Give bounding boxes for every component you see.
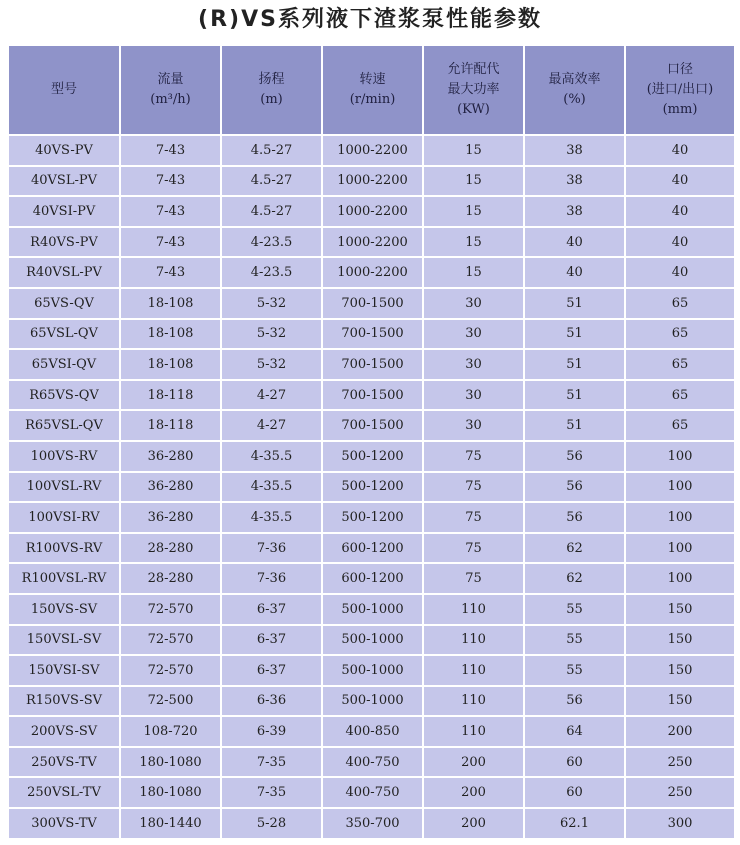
cell-head: 6-37 xyxy=(222,656,323,687)
header-max-power-line: (KW) xyxy=(457,102,490,117)
cell-flow: 72-570 xyxy=(121,656,222,687)
cell-flow: 18-108 xyxy=(121,350,222,381)
cell-max-efficiency: 38 xyxy=(525,167,626,198)
header-diameter-line: 口径 xyxy=(666,62,693,77)
cell-head: 4-27 xyxy=(222,411,323,442)
cell-max-power: 30 xyxy=(424,411,525,442)
cell-max-efficiency: 38 xyxy=(525,136,626,167)
cell-diameter: 250 xyxy=(626,748,734,779)
cell-max-efficiency: 60 xyxy=(525,778,626,809)
cell-flow: 36-280 xyxy=(121,503,222,534)
cell-model: 150VS-SV xyxy=(9,595,121,626)
table-row xyxy=(9,687,734,718)
cell-max-power: 30 xyxy=(424,320,525,351)
cell-speed: 1000-2200 xyxy=(323,136,424,167)
cell-max-power: 30 xyxy=(424,289,525,320)
header-flow-line: (m³/h) xyxy=(150,92,191,107)
cell-max-efficiency: 55 xyxy=(525,595,626,626)
header-head xyxy=(222,46,323,136)
cell-model: 40VSL-PV xyxy=(9,167,121,198)
cell-model: 40VS-PV xyxy=(9,136,121,167)
cell-max-efficiency: 55 xyxy=(525,626,626,657)
cell-diameter: 65 xyxy=(626,289,734,320)
cell-head: 4-23.5 xyxy=(222,228,323,259)
cell-max-efficiency: 51 xyxy=(525,320,626,351)
table-row xyxy=(9,503,734,534)
table-row xyxy=(9,136,734,167)
cell-max-power: 110 xyxy=(424,595,525,626)
cell-speed: 600-1200 xyxy=(323,534,424,565)
header-flow-line: 流量 xyxy=(157,72,184,87)
table-row xyxy=(9,626,734,657)
table-row xyxy=(9,595,734,626)
cell-max-power: 15 xyxy=(424,258,525,289)
cell-model: 100VSI-RV xyxy=(9,503,121,534)
cell-flow: 28-280 xyxy=(121,534,222,565)
cell-flow: 18-108 xyxy=(121,289,222,320)
cell-speed: 600-1200 xyxy=(323,564,424,595)
cell-max-power: 110 xyxy=(424,626,525,657)
cell-diameter: 100 xyxy=(626,503,734,534)
cell-diameter: 65 xyxy=(626,350,734,381)
cell-diameter: 150 xyxy=(626,595,734,626)
cell-max-power: 200 xyxy=(424,809,525,840)
cell-flow: 180-1080 xyxy=(121,748,222,779)
table-row xyxy=(9,350,734,381)
table-row xyxy=(9,228,734,259)
cell-max-power: 200 xyxy=(424,778,525,809)
header-diameter-line: (mm) xyxy=(662,102,698,117)
cell-model: R100VS-RV xyxy=(9,534,121,565)
table-row xyxy=(9,289,734,320)
cell-speed: 700-1500 xyxy=(323,381,424,412)
cell-diameter: 150 xyxy=(626,687,734,718)
cell-speed: 500-1000 xyxy=(323,656,424,687)
cell-flow: 72-570 xyxy=(121,626,222,657)
cell-flow: 28-280 xyxy=(121,564,222,595)
cell-model: 65VSL-QV xyxy=(9,320,121,351)
table-row xyxy=(9,197,734,228)
cell-speed: 350-700 xyxy=(323,809,424,840)
header-flow xyxy=(121,46,222,136)
cell-speed: 1000-2200 xyxy=(323,258,424,289)
header-diameter-line: (进口/出口) xyxy=(646,82,714,97)
cell-max-power: 75 xyxy=(424,534,525,565)
cell-model: R100VSL-RV xyxy=(9,564,121,595)
cell-max-power: 30 xyxy=(424,381,525,412)
cell-flow: 7-43 xyxy=(121,197,222,228)
header-head-line: 扬程 xyxy=(258,72,285,87)
cell-max-efficiency: 56 xyxy=(525,442,626,473)
cell-head: 6-36 xyxy=(222,687,323,718)
cell-flow: 36-280 xyxy=(121,442,222,473)
cell-model: R40VSL-PV xyxy=(9,258,121,289)
cell-head: 4-23.5 xyxy=(222,258,323,289)
cell-diameter: 40 xyxy=(626,167,734,198)
cell-max-power: 200 xyxy=(424,748,525,779)
cell-diameter: 250 xyxy=(626,778,734,809)
cell-speed: 500-1200 xyxy=(323,473,424,504)
cell-speed: 500-1200 xyxy=(323,442,424,473)
cell-model: 150VSI-SV xyxy=(9,656,121,687)
cell-head: 4-35.5 xyxy=(222,473,323,504)
cell-head: 5-32 xyxy=(222,320,323,351)
cell-max-power: 15 xyxy=(424,228,525,259)
table-row xyxy=(9,717,734,748)
cell-max-efficiency: 56 xyxy=(525,503,626,534)
cell-head: 5-32 xyxy=(222,289,323,320)
cell-flow: 72-500 xyxy=(121,687,222,718)
cell-max-efficiency: 51 xyxy=(525,289,626,320)
table-body xyxy=(9,136,734,840)
cell-max-power: 15 xyxy=(424,197,525,228)
cell-max-power: 110 xyxy=(424,687,525,718)
table-row xyxy=(9,258,734,289)
table-row xyxy=(9,656,734,687)
cell-speed: 1000-2200 xyxy=(323,167,424,198)
cell-model: R150VS-SV xyxy=(9,687,121,718)
cell-speed: 400-750 xyxy=(323,778,424,809)
cell-max-power: 75 xyxy=(424,564,525,595)
header-max-power xyxy=(424,46,525,136)
header-max-efficiency-line: (%) xyxy=(563,92,586,107)
cell-flow: 18-118 xyxy=(121,381,222,412)
cell-max-power: 75 xyxy=(424,473,525,504)
cell-flow: 108-720 xyxy=(121,717,222,748)
table-row xyxy=(9,411,734,442)
cell-speed: 700-1500 xyxy=(323,320,424,351)
cell-head: 7-35 xyxy=(222,778,323,809)
cell-head: 7-35 xyxy=(222,748,323,779)
header-speed-line: 转速 xyxy=(359,72,386,87)
cell-max-power: 75 xyxy=(424,503,525,534)
cell-speed: 700-1500 xyxy=(323,350,424,381)
header-head-line: (m) xyxy=(260,92,283,107)
header-max-efficiency xyxy=(525,46,626,136)
cell-max-power: 30 xyxy=(424,350,525,381)
cell-max-efficiency: 64 xyxy=(525,717,626,748)
table-row xyxy=(9,442,734,473)
cell-head: 4.5-27 xyxy=(222,167,323,198)
page-title: (R)VS系列液下渣浆泵性能参数 xyxy=(198,7,542,32)
cell-model: 100VSL-RV xyxy=(9,473,121,504)
cell-model: 150VSL-SV xyxy=(9,626,121,657)
cell-max-efficiency: 51 xyxy=(525,381,626,412)
cell-head: 7-36 xyxy=(222,534,323,565)
cell-max-power: 15 xyxy=(424,136,525,167)
cell-head: 4-35.5 xyxy=(222,503,323,534)
cell-diameter: 65 xyxy=(626,381,734,412)
header-max-power-line: 最大功率 xyxy=(447,82,500,97)
cell-head: 4-27 xyxy=(222,381,323,412)
header-speed-line: (r/min) xyxy=(349,92,396,107)
table-row xyxy=(9,809,734,840)
cell-diameter: 100 xyxy=(626,473,734,504)
performance-table xyxy=(9,46,734,840)
table-row xyxy=(9,381,734,412)
cell-max-efficiency: 62.1 xyxy=(525,809,626,840)
cell-max-efficiency: 55 xyxy=(525,656,626,687)
cell-diameter: 300 xyxy=(626,809,734,840)
cell-head: 5-28 xyxy=(222,809,323,840)
header-speed xyxy=(323,46,424,136)
cell-head: 4-35.5 xyxy=(222,442,323,473)
cell-max-efficiency: 56 xyxy=(525,473,626,504)
cell-diameter: 65 xyxy=(626,411,734,442)
cell-max-power: 75 xyxy=(424,442,525,473)
cell-model: 250VS-TV xyxy=(9,748,121,779)
cell-head: 6-39 xyxy=(222,717,323,748)
cell-max-efficiency: 40 xyxy=(525,258,626,289)
cell-head: 4.5-27 xyxy=(222,197,323,228)
cell-model: R65VSL-QV xyxy=(9,411,121,442)
cell-model: R40VS-PV xyxy=(9,228,121,259)
cell-flow: 36-280 xyxy=(121,473,222,504)
cell-max-efficiency: 62 xyxy=(525,564,626,595)
cell-flow: 180-1080 xyxy=(121,778,222,809)
header-model xyxy=(9,46,121,136)
table-row xyxy=(9,748,734,779)
header-diameter xyxy=(626,46,734,136)
cell-max-power: 110 xyxy=(424,717,525,748)
cell-flow: 7-43 xyxy=(121,228,222,259)
cell-model: 65VS-QV xyxy=(9,289,121,320)
cell-diameter: 100 xyxy=(626,534,734,565)
cell-model: 300VS-TV xyxy=(9,809,121,840)
cell-head: 5-32 xyxy=(222,350,323,381)
cell-speed: 400-750 xyxy=(323,748,424,779)
header-row xyxy=(9,46,734,136)
cell-model: 40VSI-PV xyxy=(9,197,121,228)
cell-flow: 72-570 xyxy=(121,595,222,626)
cell-diameter: 200 xyxy=(626,717,734,748)
cell-max-efficiency: 38 xyxy=(525,197,626,228)
cell-max-efficiency: 51 xyxy=(525,350,626,381)
table-row xyxy=(9,778,734,809)
cell-speed: 700-1500 xyxy=(323,289,424,320)
cell-flow: 180-1440 xyxy=(121,809,222,840)
cell-max-efficiency: 60 xyxy=(525,748,626,779)
cell-flow: 7-43 xyxy=(121,136,222,167)
table-row xyxy=(9,320,734,351)
cell-max-power: 110 xyxy=(424,656,525,687)
cell-flow: 7-43 xyxy=(121,167,222,198)
cell-model: R65VS-QV xyxy=(9,381,121,412)
cell-max-efficiency: 56 xyxy=(525,687,626,718)
cell-max-efficiency: 51 xyxy=(525,411,626,442)
cell-model: 100VS-RV xyxy=(9,442,121,473)
cell-speed: 500-1000 xyxy=(323,687,424,718)
cell-speed: 700-1500 xyxy=(323,411,424,442)
cell-speed: 500-1000 xyxy=(323,626,424,657)
cell-diameter: 150 xyxy=(626,626,734,657)
table-row xyxy=(9,534,734,565)
cell-diameter: 100 xyxy=(626,564,734,595)
cell-diameter: 40 xyxy=(626,136,734,167)
cell-head: 6-37 xyxy=(222,595,323,626)
cell-diameter: 40 xyxy=(626,197,734,228)
table-row xyxy=(9,473,734,504)
table-row xyxy=(9,564,734,595)
header-model-line: 型号 xyxy=(50,82,77,97)
cell-head: 4.5-27 xyxy=(222,136,323,167)
cell-model: 250VSL-TV xyxy=(9,778,121,809)
cell-head: 7-36 xyxy=(222,564,323,595)
cell-flow: 18-118 xyxy=(121,411,222,442)
cell-max-efficiency: 40 xyxy=(525,228,626,259)
cell-max-efficiency: 62 xyxy=(525,534,626,565)
cell-diameter: 40 xyxy=(626,258,734,289)
header-max-efficiency-line: 最高效率 xyxy=(548,72,601,87)
cell-model: 200VS-SV xyxy=(9,717,121,748)
table-row xyxy=(9,167,734,198)
cell-speed: 1000-2200 xyxy=(323,197,424,228)
cell-speed: 1000-2200 xyxy=(323,228,424,259)
cell-head: 6-37 xyxy=(222,626,323,657)
cell-diameter: 40 xyxy=(626,228,734,259)
cell-diameter: 100 xyxy=(626,442,734,473)
cell-model: 65VSI-QV xyxy=(9,350,121,381)
cell-speed: 500-1000 xyxy=(323,595,424,626)
header-max-power-line: 允许配代 xyxy=(447,62,500,77)
cell-speed: 500-1200 xyxy=(323,503,424,534)
cell-max-power: 15 xyxy=(424,167,525,198)
cell-diameter: 65 xyxy=(626,320,734,351)
cell-flow: 18-108 xyxy=(121,320,222,351)
cell-flow: 7-43 xyxy=(121,258,222,289)
cell-speed: 400-850 xyxy=(323,717,424,748)
cell-diameter: 150 xyxy=(626,656,734,687)
